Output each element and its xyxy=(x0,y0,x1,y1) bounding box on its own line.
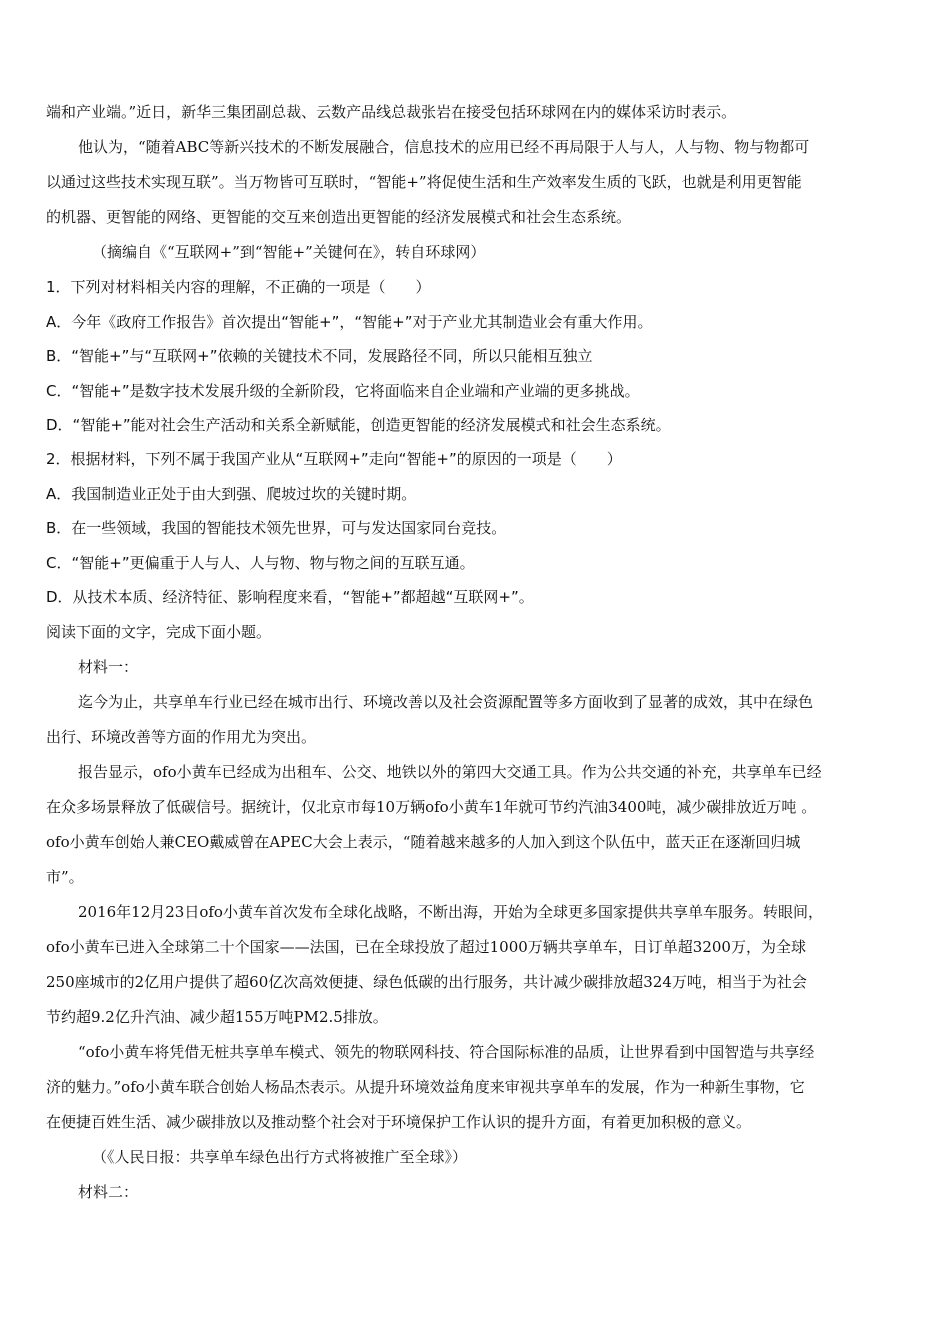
paragraph-line: 济的魅力。”ofo小黄车联合创始人杨品杰表示。从提升环境效益角度来审视共享单车的发展，作为一种新生事物，它 xyxy=(46,1078,805,1096)
source-citation: （摘编自《“互联网+”到“智能+”关键何在》，转自环球网） xyxy=(92,243,486,261)
paragraph-line: 2016年12月23日ofo小黄车首次发布全球化战略，不断出海，开始为全球更多国家提供共享单车服务。转眼间， xyxy=(78,903,823,921)
reading-instruction: 阅读下面的文字，完成下面小题。 xyxy=(46,623,272,641)
paragraph-line: ofo小黄车已进入全球第二十个国家——法国，已在全球投放了超过1000万辆共享单车，日订单超3200万，为全球 xyxy=(46,938,806,956)
paragraph-line: 迄今为止，共享单车行业已经在城市出行、环境改善以及社会资源配置等多方面收到了显著的成效，其中在绿色 xyxy=(78,693,814,711)
source-citation: （《人民日报：共享单车绿色出行方式将被推广至全球》） xyxy=(92,1148,468,1166)
question-1-option-b: B．“智能+”与“互联网+”依赖的关键技术不同，发展路径不同，所以只能相互独立 xyxy=(46,347,593,365)
paragraph-line: 市”。 xyxy=(46,868,84,886)
question-2-stem: 2．根据材料，下列不属于我国产业从“互联网+”走向“智能+”的原因的一项是（ ） xyxy=(46,450,622,468)
paragraph-line: 节约超9.2亿升汽油、减少超155万吨PM2.5排放。 xyxy=(46,1008,388,1026)
material-1-heading: 材料一： xyxy=(78,658,139,676)
question-1-option-a: A．今年《政府工作报告》首次提出“智能+”，“智能+”对于产业尤其制造业会有重大作用。 xyxy=(46,313,653,331)
paragraph-line: 的机器、更智能的网络、更智能的交互来创造出更智能的经济发展模式和社会生态系统。 xyxy=(46,208,632,226)
question-1-option-d: D．“智能+”能对社会生产活动和关系全新赋能，创造更智能的经济发展模式和社会生态系统。 xyxy=(46,416,671,434)
question-1-stem: 1．下列对材料相关内容的理解，不正确的一项是（ ） xyxy=(46,278,431,296)
question-2-option-a: A．我国制造业正处于由大到强、爬坡过坎的关键时期。 xyxy=(46,485,417,503)
question-1-option-c: C．“智能+”是数字技术发展升级的全新阶段，它将面临来自企业端和产业端的更多挑战。 xyxy=(46,382,640,400)
paragraph-line: 出行、环境改善等方面的作用尤为突出。 xyxy=(46,728,317,746)
material-2-heading: 材料二： xyxy=(78,1183,139,1201)
paragraph-line: 在众多场景释放了低碳信号。据统计，仅北京市每10万辆ofo小黄车1年就可节约汽油3400吨，减少碳排放近万吨 。 xyxy=(46,798,817,816)
paragraph-line: 以通过这些技术实现互联”。当万物皆可互联时，“智能+”将促使生活和生产效率发生质的飞跃，也就是利用更智能 xyxy=(46,173,802,191)
paragraph-line: 250座城市的2亿用户提供了超60亿次高效便捷、绿色低碳的出行服务，共计减少碳排放超324万吨，相当于为社会 xyxy=(46,973,807,991)
paragraph-line: 端和产业端。”近日，新华三集团副总裁、云数产品线总裁张岩在接受包括环球网在内的媒体采访时表示。 xyxy=(46,103,737,121)
paragraph-line: ofo小黄车创始人兼CEO戴威曾在APEC大会上表示，“随着越来越多的人加入到这个队伍中，蓝天正在逐渐回归城 xyxy=(46,833,801,851)
question-2-option-d: D．从技术本质、经济特征、影响程度来看，“智能+”都超越“互联网+”。 xyxy=(46,588,534,606)
paragraph-line: 在便捷百姓生活、减少碳排放以及推动整个社会对于环境保护工作认识的提升方面，有着更加积极的意义。 xyxy=(46,1113,752,1131)
question-2-option-b: B．在一些领域，我国的智能技术领先世界，可与发达国家同台竞技。 xyxy=(46,519,507,537)
paragraph-line: 他认为，“随着ABC等新兴技术的不断发展融合，信息技术的应用已经不再局限于人与人，人与物、物与物都可 xyxy=(78,138,810,156)
paragraph-line: 报告显示，ofo小黄车已经成为出租车、公交、地铁以外的第四大交通工具。作为公共交通的补充，共享单车已经 xyxy=(78,763,822,781)
paragraph-line: “ofo小黄车将凭借无桩共享单车模式、领先的物联网科技、符合国际标准的品质，让世界看到中国智造与共享经 xyxy=(78,1043,815,1061)
question-2-option-c: C．“智能+”更偏重于人与人、人与物、物与物之间的互联互通。 xyxy=(46,554,475,572)
